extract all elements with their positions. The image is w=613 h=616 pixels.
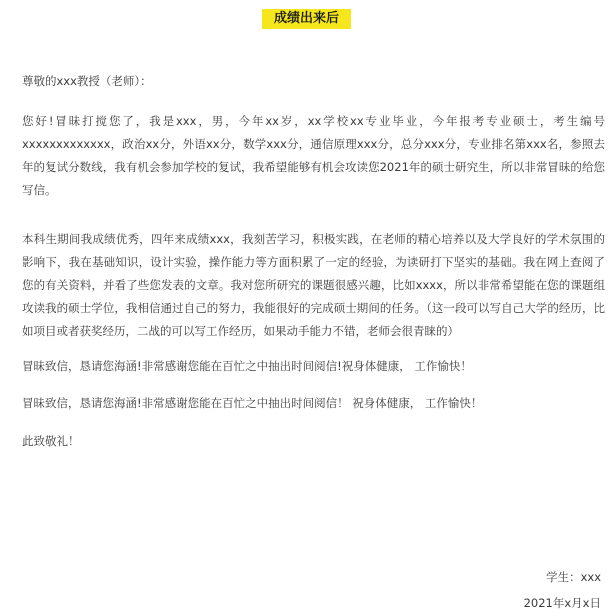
letter-closing-1: 冒昧致信，恳请您海涵!非常感谢您能在百忙之中抽出时间阅信!祝身体健康， 工作愉快！	[22, 359, 472, 373]
title-container	[0, 7, 613, 29]
letter-closing-2: 冒昧致信，恳请您海涵!非常感谢您能在百忙之中抽出时间阅信！ 祝身体健康， 工作愉快！	[22, 396, 483, 410]
letter-body	[22, 70, 605, 453]
letter-greeting: 尊敬的xxx教授（老师）：	[22, 74, 152, 88]
letter-paragraph-intro: 您好!冒昧打搅您了，我是xxx，男，今年xx岁，xx学校xx专业毕业，今年报考专业硕士，考生编号xxxxxxxxxxxxx，政治xx分，外语xx分，数学xxx分，通信原理xxx分，总分xxx分，专业排名第xxx名，参照去年的复试分数线，我有机会参加学校的复试，我希望能够有机会攻读您2021年的硕士研究生，所以非常冒昧的给您写信。	[22, 114, 605, 197]
signature-date: 2021年x月x日	[523, 596, 601, 610]
letter-salute: 此致敬礼！	[22, 434, 80, 448]
page-title: 成绩出来后	[262, 9, 351, 29]
letter-paragraph-body: 本科生期间我成绩优秀，四年来成绩xxx，我刻苦学习，积极实践，在老师的精心培养以及大学良好的学术氛围的影响下，我在基础知识，设计实验，操作能力等方面积累了一定的经验，为读研打下坚实的基础。我在网上查阅了您的有关资料，并看了些您发表的文章。我对您所研究的课题很感兴趣，比如xxxx，所以非常希望能在您的课题组攻读我的硕士学位，我相信通过自己的努力，我能很好的完成硕士期间的任务。（这一段可以写自己大学的经历，比如项目或者获奖经历，二战的可以写工作经历，如果动手能力不错，老师会很青睐的）	[22, 232, 605, 338]
signature-student: 学生：xxx	[546, 570, 601, 584]
